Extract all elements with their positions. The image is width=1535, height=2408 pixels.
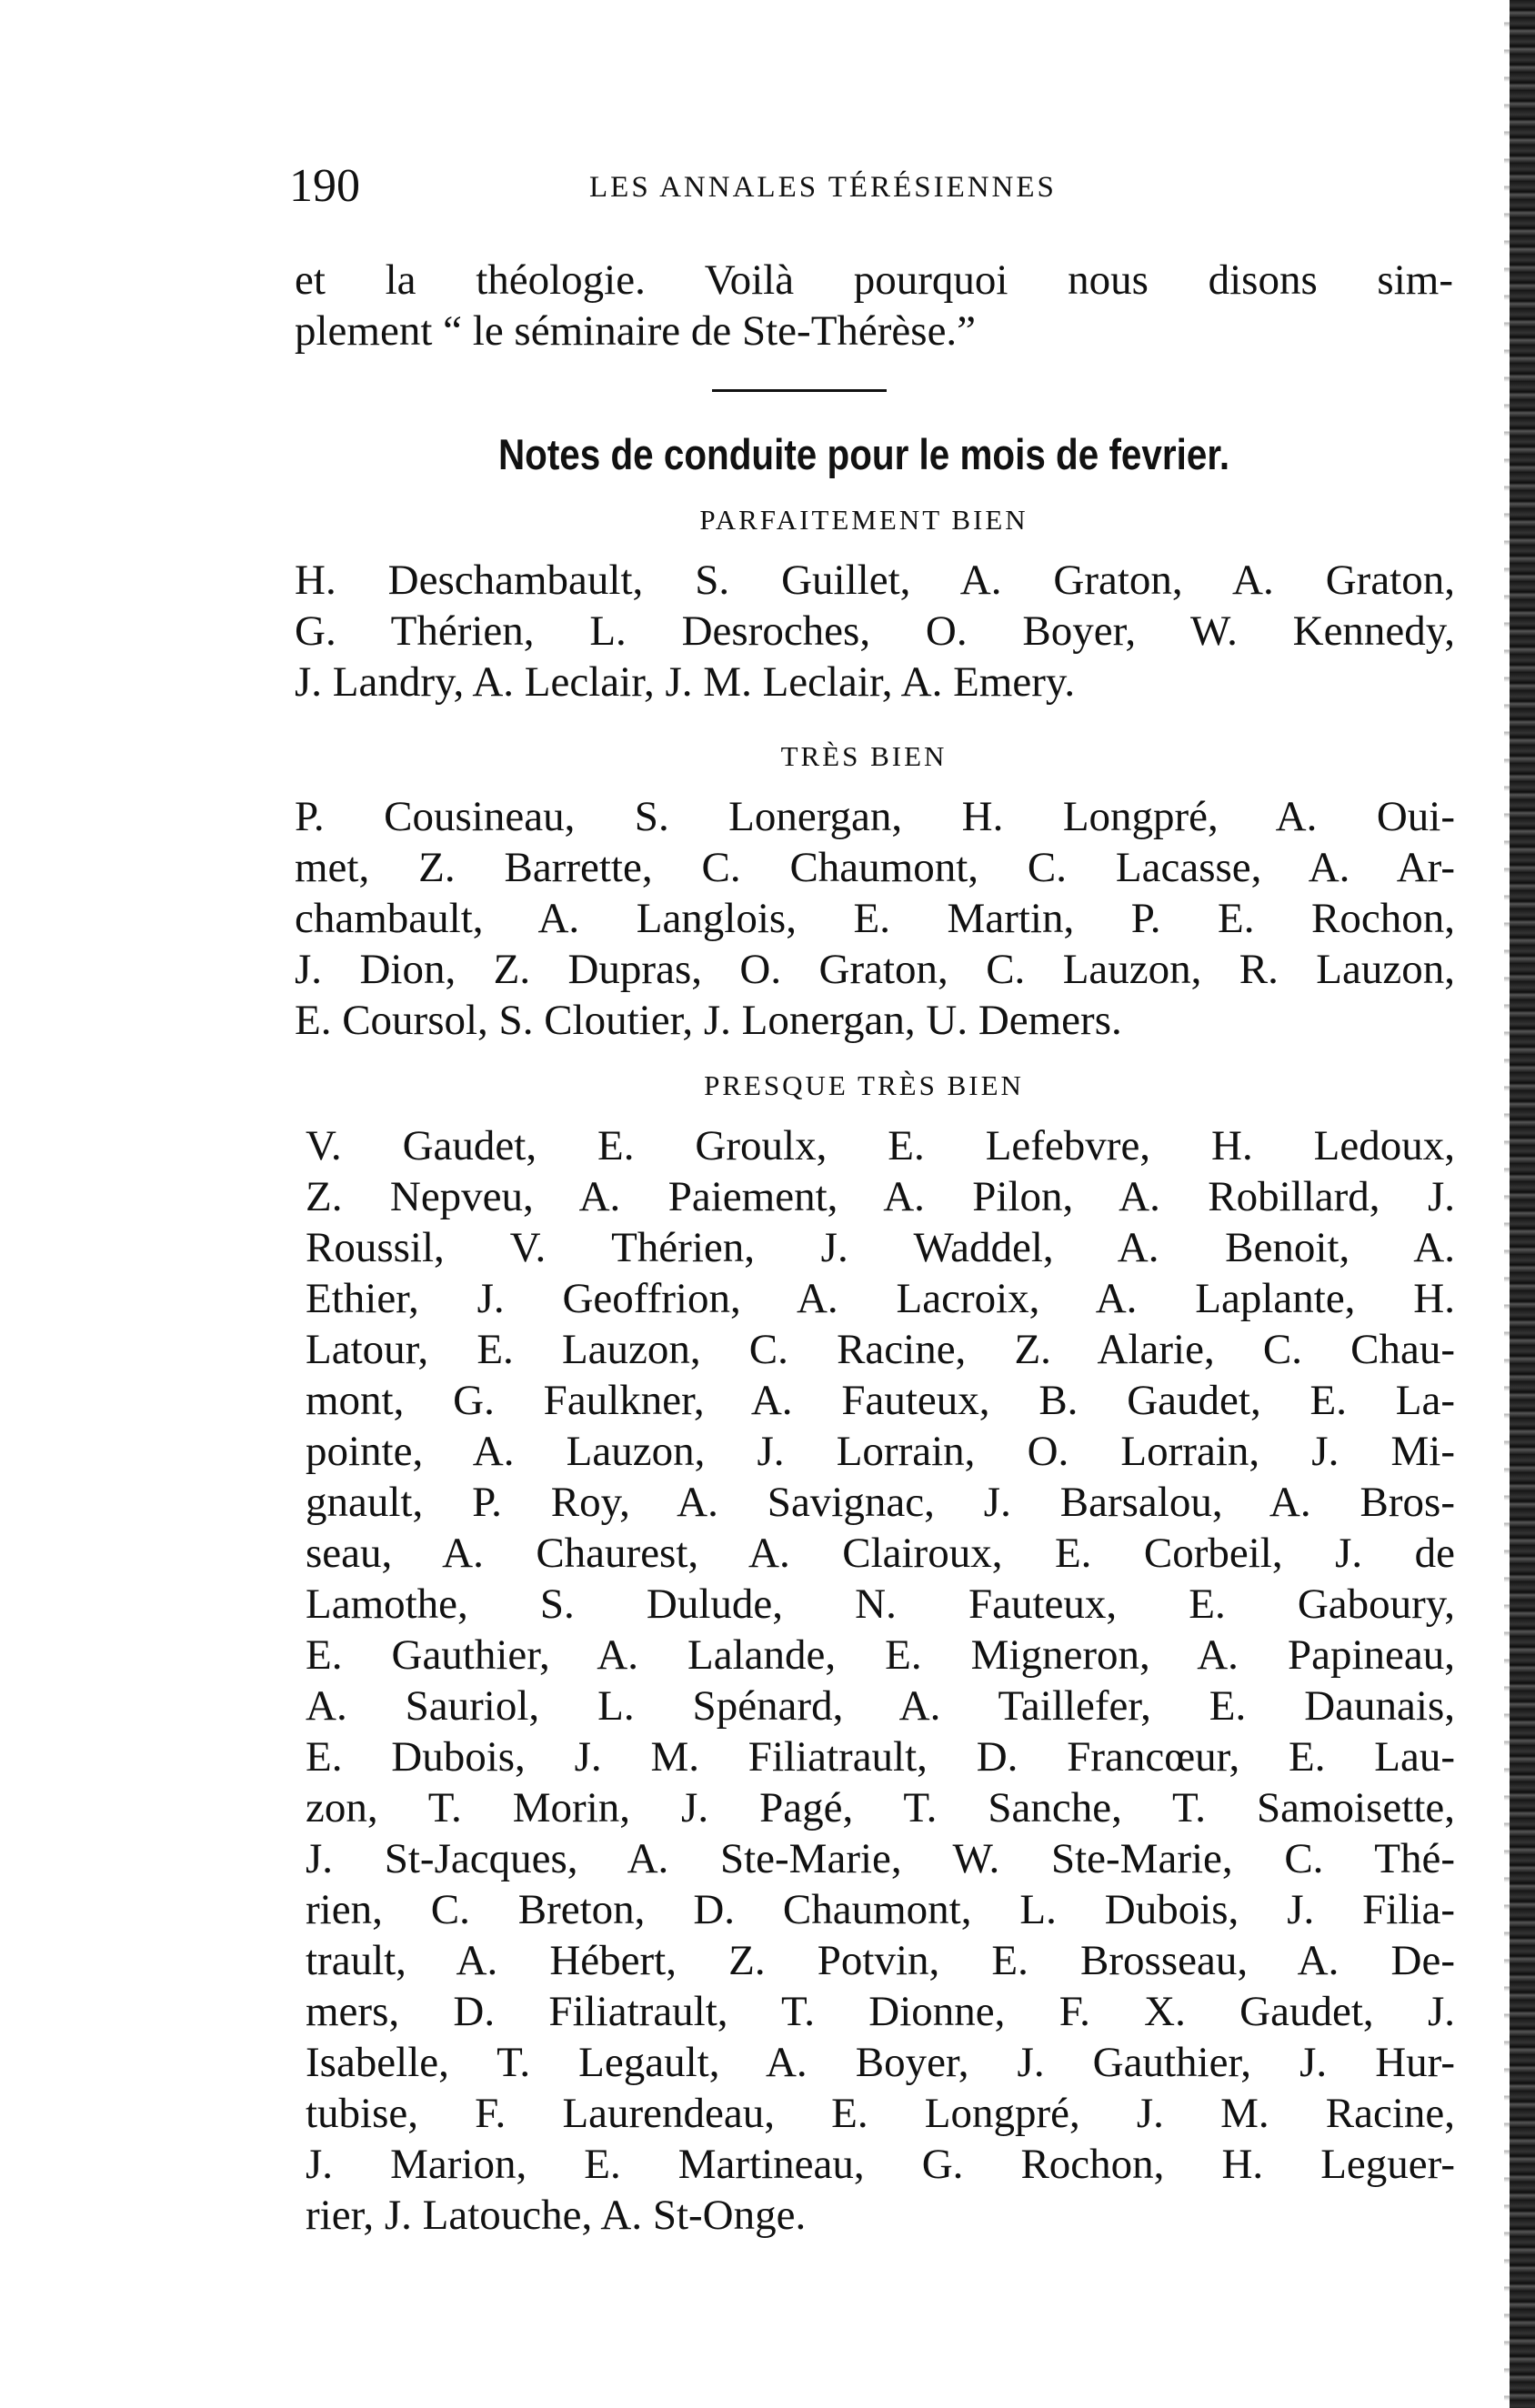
- text-line: rier, J. Latouche, A. St-Onge.: [306, 2192, 807, 2239]
- text-line: Latour, E. Lauzon, C. Racine, Z. Alarie, C. Chau-: [306, 1326, 1455, 1373]
- text-line: rien, C. Breton, D. Chaumont, L. Dubois, J. Filia-: [306, 1886, 1455, 1933]
- text-line: et la théologie. Voilà pourquoi nous disons sim-: [295, 256, 1453, 304]
- text-line: H. Deschambault, S. Guillet, A. Graton, A. Graton,: [295, 557, 1455, 604]
- page-edge-scan-artifact: [1510, 0, 1535, 2408]
- text-line: tubise, F. Laurendeau, E. Longpré, J. M. Racine,: [306, 2090, 1455, 2137]
- section-divider: [712, 389, 887, 392]
- text-line: A. Sauriol, L. Spénard, A. Taillefer, E. Daunais,: [306, 1682, 1455, 1730]
- text-line: Z. Nepveu, A. Paiement, A. Pilon, A. Robillard, J.: [306, 1173, 1455, 1220]
- text-line: E. Gauthier, A. Lalande, E. Migneron, A. Papineau,: [306, 1631, 1455, 1679]
- text-line: J. St-Jacques, A. Ste-Marie, W. Ste-Marie, C. Thé-: [306, 1835, 1455, 1882]
- text-line: mers, D. Filiatrault, T. Dionne, F. X. Gaudet, J.: [306, 1988, 1455, 2035]
- text-line: J. Landry, A. Leclair, J. M. Leclair, A. Emery.: [295, 658, 1076, 706]
- text-line: Ethier, J. Geoffrion, A. Lacroix, A. Laplante, H.: [306, 1275, 1455, 1322]
- name-list-tres-bien: [295, 791, 1455, 1046]
- section-heading-presque-tres-bien: PRESQUE TRÈS BIEN: [704, 1069, 1024, 1101]
- text-line: gnault, P. Roy, A. Savignac, J. Barsalou, A. Bros-: [306, 1479, 1455, 1526]
- text-line: plement “ le séminaire de Ste-Thérèse.”: [295, 307, 977, 355]
- page-header: [289, 155, 1453, 218]
- text-line: J. Dion, Z. Dupras, O. Graton, C. Lauzon, R. Lauzon,: [295, 946, 1455, 993]
- name-list-parfaitement-bien: [295, 555, 1455, 707]
- text-line: zon, T. Morin, J. Pagé, T. Sanche, T. Samoisette,: [306, 1784, 1455, 1831]
- text-line: E. Coursol, S. Cloutier, J. Lonergan, U. Demers.: [295, 997, 1122, 1044]
- text-line: J. Marion, E. Martineau, G. Rochon, H. Leguer-: [306, 2141, 1455, 2188]
- text-line: Isabelle, T. Legault, A. Boyer, J. Gauthier, J. Hur-: [306, 2039, 1455, 2086]
- intro-paragraph: [295, 255, 1453, 356]
- text-line: chambault, A. Langlois, E. Martin, P. E. Rochon,: [295, 895, 1455, 942]
- text-line: E. Dubois, J. M. Filiatrault, D. Francœur, E. Lau-: [306, 1733, 1455, 1781]
- text-line: pointe, A. Lauzon, J. Lorrain, O. Lorrain, J. Mi-: [306, 1428, 1455, 1475]
- text-line: met, Z. Barrette, C. Chaumont, C. Lacasse, A. Ar-: [295, 844, 1455, 891]
- section-heading-tres-bien: TRÈS BIEN: [780, 740, 948, 772]
- running-title: LES ANNALES TÉRÉSIENNES: [589, 171, 1057, 204]
- text-line: P. Cousineau, S. Lonergan, H. Longpré, A. Oui-: [295, 793, 1455, 840]
- text-line: Lamothe, S. Dulude, N. Fauteux, E. Gaboury,: [306, 1580, 1455, 1628]
- text-line: trault, A. Hébert, Z. Potvin, E. Brosseau, A. De-: [306, 1937, 1455, 1984]
- section-heading-parfaitement-bien: PARFAITEMENT BIEN: [699, 504, 1028, 536]
- page-number: 190: [289, 160, 360, 212]
- text-line: V. Gaudet, E. Groulx, E. Lefebvre, H. Ledoux,: [306, 1122, 1455, 1169]
- text-line: mont, G. Faulkner, A. Fauteux, B. Gaudet, E. La-: [306, 1377, 1455, 1424]
- text-line: G. Thérien, L. Desroches, O. Boyer, W. Kennedy,: [295, 607, 1455, 655]
- text-line: seau, A. Chaurest, A. Clairoux, E. Corbeil, J. de: [306, 1530, 1455, 1577]
- name-list-presque-tres-bien: [306, 1120, 1455, 2241]
- article-title: Notes de conduite pour le mois de fevrier.: [497, 430, 1230, 478]
- text-line: Roussil, V. Thérien, J. Waddel, A. Benoit, A.: [306, 1224, 1455, 1271]
